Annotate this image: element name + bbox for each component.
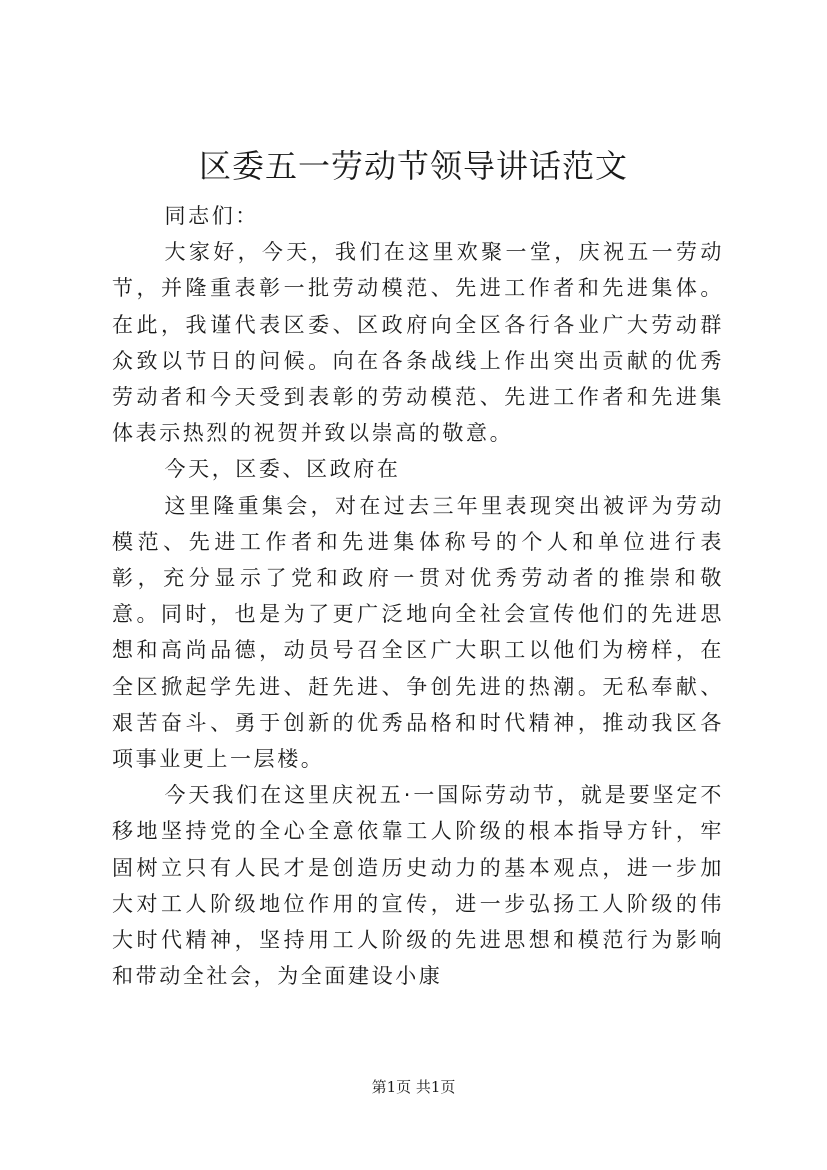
document-body bbox=[112, 198, 724, 994]
salutation-paragraph: 同志们： bbox=[164, 204, 259, 228]
body-paragraph: 今天，区委、区政府在 bbox=[164, 457, 401, 482]
document-title: 区委五一劳动节领导讲话范文 bbox=[198, 147, 628, 185]
body-paragraph: 大家好，今天，我们在这里欢聚一堂，庆祝五一劳动节，并隆重表彰一批劳动模范、先进工作者和先进集体。在此，我谨代表区委、区政府向全区各行各业广大劳动群众致以节日的问候。向在各条战线上作出突出贡献的优秀劳动者和今天受到表彰的劳动模范、先进工作者和先进集体表示热烈的祝贺并致以崇高的敬意。 bbox=[112, 240, 724, 446]
page-number-footer: 第1页 共1页 bbox=[371, 1078, 456, 1096]
body-paragraph: 今天我们在这里庆祝五·一国际劳动节，就是要坚定不移地坚持党的全心全意依靠工人阶级的根本指导方针，牢固树立只有人民才是创造历史动力的基本观点，进一步加大对工人阶级地位作用的宣传，进一步弘扬工人阶级的伟大时代精神，坚持用工人阶级的先进思想和模范行为影响和带动全社会，为全面建设小康 bbox=[112, 783, 724, 989]
body-paragraph: 这里隆重集会，对在过去三年里表现突出被评为劳动模范、先进工作者和先进集体称号的个人和单位进行表彰，充分显示了党和政府一贯对优秀劳动者的推崇和敬意。同时，也是为了更广泛地向全社会宣传他们的先进思想和高尚品德，动员号召全区广大职工以他们为榜样，在全区掀起学先进、赶先进、争创先进的热潮。无私奉献、艰苦奋斗、勇于创新的优秀品格和时代精神，推动我区各项事业更上一层楼。 bbox=[112, 493, 724, 772]
